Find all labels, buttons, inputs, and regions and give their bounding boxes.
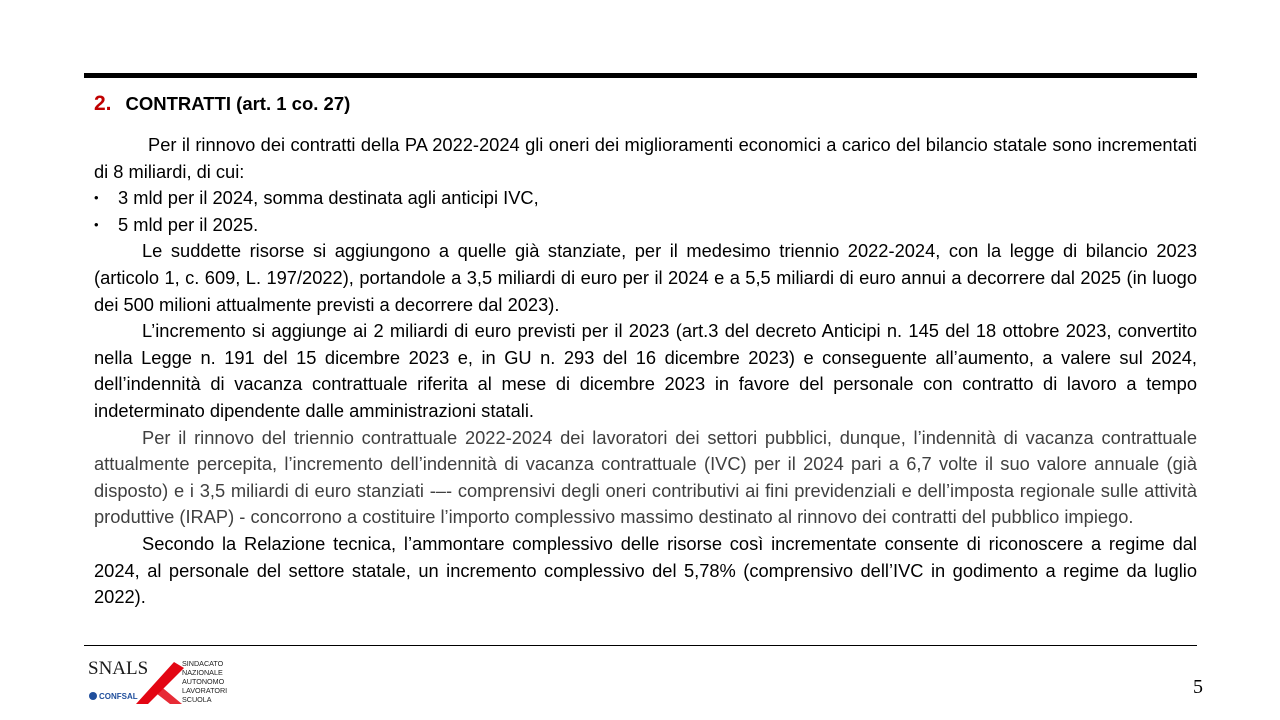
- section-number: 2.: [94, 92, 112, 115]
- svg-text:SCUOLA: SCUOLA: [182, 695, 212, 704]
- confsal-icon: [89, 692, 97, 700]
- bullet-icon: •: [94, 190, 99, 206]
- intro-paragraph: Per il rinnovo dei contratti della PA 2022-2024 gli oneri dei miglioramenti economici a carico del bilancio statale sono incrementati di 8 miliardi, di cui:: [94, 134, 1197, 182]
- body-text: [94, 132, 1197, 611]
- paragraph: Le suddette risorse si aggiungono a quelle già stanziate, per il medesimo triennio 2022-2024, con la legge di bilancio 2023 (articolo 1, c. 609, L. 197/2022), portandole a 3,5 miliardi di euro per il 2024 e a 5,5 miliardi di euro annui a decorrere dal 2025 (in luogo dei 500 milioni attualmente previsti a decorrere dal 2023).: [94, 240, 1197, 315]
- bullet-item: • 3 mld per il 2024, somma destinata agli anticipi IVC,: [94, 185, 1197, 212]
- page-number: 5: [1193, 676, 1203, 698]
- logo-sub: CONFSAL: [99, 692, 138, 701]
- top-rule: [84, 73, 1197, 78]
- bullet-icon: •: [94, 216, 99, 232]
- bullet-item: • 5 mld per il 2025.: [94, 212, 1197, 239]
- section-heading: [94, 92, 350, 116]
- svg-text:NAZIONALE: NAZIONALE: [182, 668, 223, 677]
- bullet-list: [94, 185, 1197, 238]
- snals-logo: [86, 654, 236, 706]
- svg-text:AUTONOMO: AUTONOMO: [182, 677, 225, 686]
- bottom-rule: [84, 645, 1197, 646]
- logo-brand: SNALS: [88, 658, 149, 679]
- paragraph: L’incremento si aggiunge ai 2 miliardi di euro previsti per il 2023 (art.3 del decreto Anticipi n. 145 del 18 ottobre 2023, convertito nella Legge n. 191 del 15 dicembre 2023 e, in GU n. 293 del 16 dicembre 2023) e conseguente all’aumento, a valere sul 2024, dell’indennità di vacanza contrattuale riferita al mese di dicembre 2023 in favore del personale con contratto di lavoro a tempo indeterminato dipendente dalle amministrazioni statali.: [94, 320, 1197, 421]
- svg-text:LAVORATORI: LAVORATORI: [182, 686, 228, 695]
- svg-text:SINDACATO: SINDACATO: [182, 659, 224, 668]
- paragraph: Per il rinnovo del triennio contrattuale 2022-2024 dei lavoratori dei settori pubblici, dunque, l’indennità di vacanza contrattuale attualmente percepita, l’incremento dell’indennità di vacanza contrattuale (IVC) per il 2024 pari a 6,7 volte il suo valore annuale (già disposto) e i 3,5 miliardi di euro stanziati -–- comprensivi degli oneri contributivi ai fini previdenziali e dell’imposta regionale sulle attività produttive (IRAP) - concorrono a costituire l’importo complessivo massimo destinato al rinnovo dei contratti del pubblico impiego.: [94, 426, 1197, 528]
- section-title: CONTRATTI (art. 1 co. 27): [125, 93, 351, 114]
- paragraph: Secondo la Relazione tecnica, l’ammontare complessivo delle risorse così incrementate consente di riconoscere a regime dal 2024, al personale del settore statale, un incremento complessivo del 5,78% (comprensivo dell’IVC in godimento a regime da luglio 2022).: [94, 532, 1197, 608]
